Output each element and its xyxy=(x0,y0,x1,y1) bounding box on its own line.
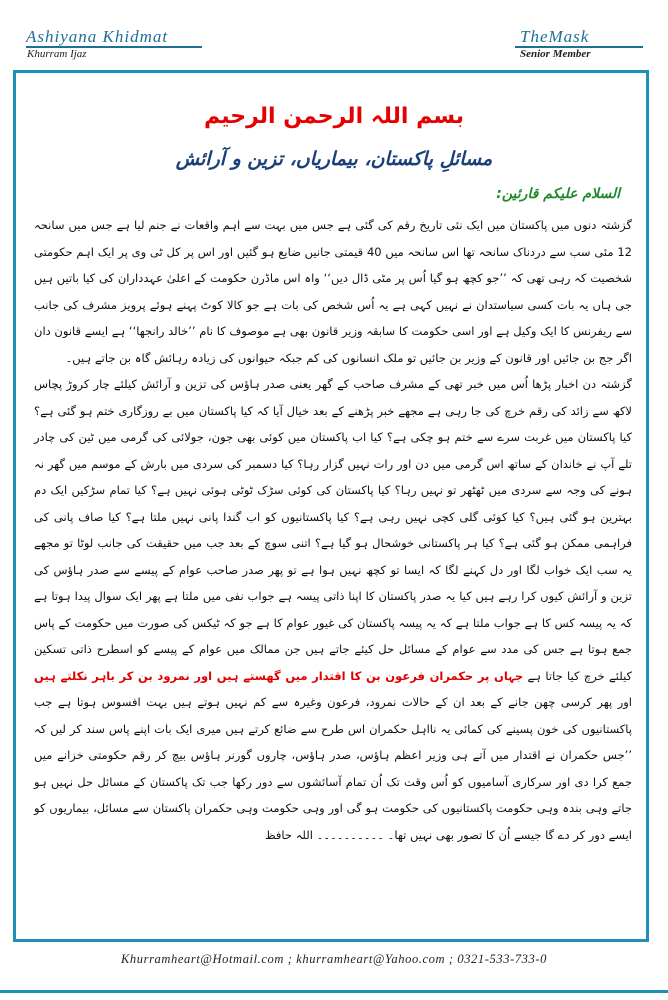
bismillah-heading: بسم اللہ الرحمن الرحیم xyxy=(203,104,464,129)
article-body xyxy=(34,212,632,848)
paragraph-1: گزشتہ دنوں میں پاکستان میں ایک نئی تاریخ رقم کی گئی ہے جس میں بہت سے اہم واقعات نے جنم لیا ہے جس میں سانحہ 12 مئی سب سے دردناک سانحہ تھا اس سانحہ میں 40 قیمتی جانیں ضایع ہو گئیں اور اس پر کل ٹی وی پر ایک اہم حکومتی شخصیت کہ رہی تھی کہ ’’جو کچھ ہو گیا اُس پر مٹی ڈال دیں‘‘ واہ اس ماڈرن حکومت کے اعلیٰ عہدداران کی کیا باتیں ہیں جی ہاں یہ بات کسی سیاستدان نے نہیں کہی ہے یہ اُس شخص کی بات ہے جو کالا کوٹ پہنے ہوئے پرویز مشرف کی جانب سے ریفرنس کا ایک وکیل ہے اور اسی حکومت کا سابقہ وزیر قانون بھی ہے موصوف کا نام ’’خالد رانجھا‘‘ ہے ایسے قانون دان اگر جج بن جائیں اور قانون کے وزیر بن جائیں تو ملک انسانوں کی کم جبکہ حیوانوں کی زیادہ رہائش گاہ بن جاتے ہیں۔ xyxy=(34,218,632,365)
highlighted-text: جہاں پر حکمران فرعون بن کا اقتدار میں گھستے ہیں اور نمرود بن کر باہر نکلتے ہیں xyxy=(34,668,524,683)
article-title: مسائلِ پاکستان، بیماریاں، تزین و آرائش xyxy=(175,148,493,170)
signoff: ۔۔۔۔۔۔۔۔۔۔ اللہ حافظ xyxy=(265,827,384,842)
greeting: السلام علیکم قارئین: xyxy=(496,186,620,202)
footer-rule xyxy=(0,990,668,993)
member-rank: Senior Member xyxy=(520,48,591,60)
paragraph-2: گزشتہ دن اخبار پڑھا اُس میں خبر تھی کے مشرف صاحب کے گھر یعنی صدر ہاؤس کی تزین و آرائش کیلئے چار کروڑ پچاس لاکھ سے زائد کی رقم خرچ کی جا رہی ہے مجھے خبر پڑھنے کے بعد خیال آیا کہ کیا پاکستان میں بے روزگاری ختم ہو گئی ہے؟ کیا پاکستان میں غربت سرے سے ختم ہو چکی ہے؟ کیا اب پاکستان میں کوئی بھی جون، جولائی کی گرمی میں ٹین کی چادر تلے آپ نے خاندان کے ساتھ اس گرمی میں دن اور رات نہیں گزار رہا؟ کیا دسمبر کی سردی میں بارش کے موسم میں گھر نہ ہونے کی وجہ سے سردی میں ٹھٹھر تو نہیں رہا؟ کیا پاکستان کی کوئی سڑک ٹوٹی ہوئی نہیں ہے؟ کیا تمام سڑکیں ایک دم بہترین ہو گئی ہیں؟ کیا کوئی گلی کچی نہیں رہی ہے؟ کیا پاکستانیوں کو اب گندا پانی نہیں ملتا ہے؟ کیا صاف پانی کی فراہمی ممکن ہو گئی ہے؟ کیا ہر پاکستانی خوشحال ہو گیا ہے؟ اتنی سوچ کے بعد جب میں حقیقت کی جانب لوٹا تو مجھے یہ سب ایک خواب لگا اور دل کہنے لگا کہ ایسا تو کچھ نہیں ہوا ہے تو پھر صدر صاحب عوام کے پیسے سے صدر ہاؤس کی تزین و آرائش کیوں کرا رہے ہیں کیا یہ صدر پاکستان کا اپنا ذاتی پیسہ ہے جواب نفی میں ملتا ہے پھر ایک سوال پیدا ہوتا ہے کہ یہ پیسہ کس کا ہے جواب ملتا ہے کہ یہ پیسہ پاکستان کی غیور عوام کا ہے جو کہ ٹیکس کی صورت میں حکومت کے پاس جمع ہوتا ہے جس کی مدد سے عوام کے مسائل حل کیئے جاتے ہیں جن ممالک میں عوام کے پیسے کو اسطرح ذاتی تسکین کیلئے خرچ کیا جاتا ہے جہاں پر حکمران فرعون بن کا اقتدار میں گھستے ہیں اور نمرود بن کر باہر نکلتے ہیں اور پھر کرسی چھن جانے کے بعد ان کے حالات نمرود، فرعون وغیرہ سے کم نہیں ہوتے ہیں بہت افسوس ہوتا ہے جب پاکستانیوں کی خون پسینے کی کمائی یہ نااہل حکمران اس طرح سے ضائع کرتے ہیں میری ایک بات اپنے پاس سند کر لیں کہ ’’جس حکمران نے اقتدار میں آتے ہی وزیر اعظم ہاؤس، صدر ہاؤس، چاروں گورنر ہاؤس بیچ کر رقم حکومتی خزانے میں جمع کرا دی اور سرکاری آسامیوں کو اُس وقت تک اُن تمام آسائشوں سے دور رکھا جب تک پاکستان کے مسائل حل نہیں ہو جاتے وہی بندہ وہی حکومت پاکستانیوں کی حکومت ہو گی اور وہی حکومت وہی حکمران پاکستان سے مسائل، بیماریوں کو ایسے دور کر دے گا جیسے اُن کا تصور بھی نہیں تھا۔ ۔۔۔۔۔۔۔۔۔۔ اللہ حافظ xyxy=(34,377,633,842)
member-name: TheMask xyxy=(520,27,590,46)
contact-footer: Khurramheart@Hotmail.com ; khurramheart@Yahoo.com ; 0321-533-733-0 xyxy=(120,952,547,966)
author-name: Khurram Ijaz xyxy=(27,48,87,60)
page-header xyxy=(0,0,668,68)
site-title: Ashiyana Khidmat xyxy=(26,27,169,46)
